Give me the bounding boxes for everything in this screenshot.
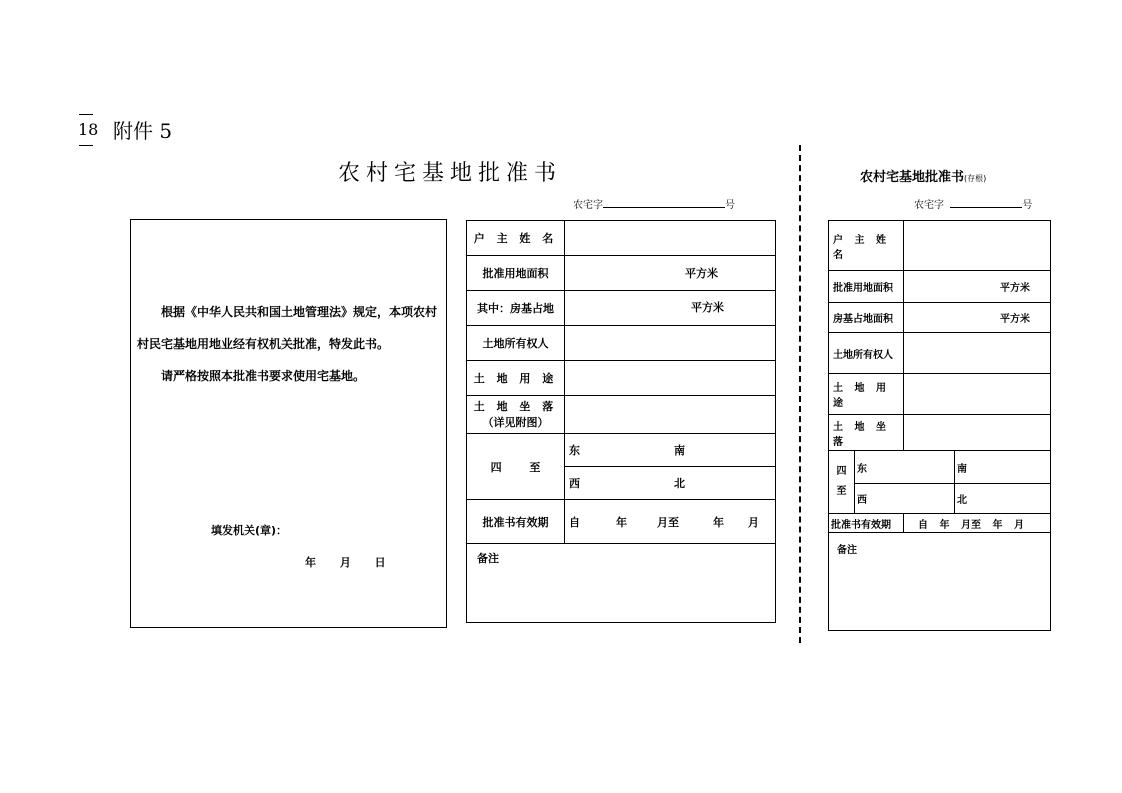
validity-label: 批准书有效期 xyxy=(467,500,565,544)
main-table xyxy=(466,220,776,623)
stub-serial-prefix: 农宅字 xyxy=(914,200,944,211)
serial-blank[interactable] xyxy=(603,207,725,208)
stub-land-location-field[interactable] xyxy=(904,415,1051,451)
land-location-label xyxy=(467,396,565,434)
stub-south-label: 南 xyxy=(957,463,968,475)
house-base-label: 其中：房基占地 xyxy=(467,291,565,326)
validity-from: 自 xyxy=(569,515,580,529)
stub-title-note: (存根) xyxy=(964,174,987,183)
stub-house-base-unit: 平方米 xyxy=(1000,314,1031,325)
house-base-field[interactable] xyxy=(565,291,776,326)
owner-name-field[interactable] xyxy=(565,221,776,256)
remarks-label: 备注 xyxy=(477,552,499,565)
stub-remarks-label: 备注 xyxy=(837,545,857,556)
issuer-label: 填发机关(章)： xyxy=(211,524,288,537)
page-number-text: 18 xyxy=(78,120,99,139)
stub-north-label: 北 xyxy=(957,495,968,506)
attachment-label: 附件 5 xyxy=(113,119,173,143)
main-serial xyxy=(573,196,735,211)
stub-title xyxy=(860,166,986,185)
stub-approved-area-field[interactable] xyxy=(904,271,1051,303)
west-label: 西 xyxy=(569,477,580,490)
stub-east-label: 东 xyxy=(857,463,867,475)
stub-south-field[interactable] xyxy=(955,451,1051,484)
stub-land-location-label: 土 地 坐 落 xyxy=(829,415,904,451)
stub-boundaries-2: 至 xyxy=(836,486,847,497)
validity-month-to: 月至 xyxy=(657,515,679,529)
main-title: 农村宅基地批准书 xyxy=(337,161,562,186)
serial-suffix: 号 xyxy=(725,200,735,211)
validity-year: 年 xyxy=(616,515,627,529)
stub-owner-name-label: 户 主 姓 名 xyxy=(829,221,904,271)
stub-land-use-label: 土 地 用 途 xyxy=(829,374,904,415)
approved-area-field[interactable] xyxy=(565,256,776,291)
validity-field[interactable] xyxy=(565,500,776,544)
stub-owner-name-field[interactable] xyxy=(904,221,1051,271)
validity-month-2: 月 xyxy=(748,515,759,529)
statement-para-2: 请严格按照本批准书要求使用宅基地。 xyxy=(161,369,366,383)
house-base-unit: 平方米 xyxy=(691,301,724,314)
land-use-field[interactable] xyxy=(565,361,776,396)
approved-area-label: 批准用地面积 xyxy=(467,256,565,291)
land-location-note: （详见附图） xyxy=(482,415,549,429)
land-owner-field[interactable] xyxy=(565,326,776,361)
stub-west-label: 西 xyxy=(857,495,867,506)
cut-line xyxy=(799,145,801,643)
east-label: 东 xyxy=(569,444,580,457)
statement-para-1: 根据《中华人民共和国土地管理法》规定，本项农村村民宅基地用地业经有权机关批准，特发此书。 xyxy=(137,305,438,351)
north-label: 北 xyxy=(674,477,685,490)
approved-area-unit: 平方米 xyxy=(685,267,718,280)
stub-title-text: 农村宅基地批准书 xyxy=(860,170,965,185)
stub-approved-area-unit: 平方米 xyxy=(1000,283,1031,294)
page-number xyxy=(78,108,99,152)
owner-name-label: 户 主 姓 名 xyxy=(467,221,565,256)
stub-west-field[interactable] xyxy=(855,484,955,514)
stub-approved-area-label: 批准用地面积 xyxy=(829,271,904,303)
remarks-field[interactable] xyxy=(467,544,776,623)
land-owner-label: 土地所有权人 xyxy=(467,326,565,361)
land-location-field[interactable] xyxy=(565,396,776,434)
stub-table xyxy=(828,220,1051,631)
stub-land-owner-field[interactable] xyxy=(904,333,1051,374)
stub-land-use-field[interactable] xyxy=(904,374,1051,415)
validity-year-2: 年 xyxy=(713,515,724,529)
stub-validity-field[interactable]: 自 年 月至 年 月 xyxy=(904,514,1051,533)
stub-east-field[interactable] xyxy=(855,451,955,484)
statement-box xyxy=(130,219,447,628)
serial-prefix: 农宅字 xyxy=(573,200,603,211)
stub-house-base-label: 房基占地面积 xyxy=(829,303,904,333)
stub-north-field[interactable] xyxy=(955,484,1051,514)
boundaries-label: 四 至 xyxy=(467,434,565,500)
stub-serial xyxy=(914,196,1032,211)
stub-serial-suffix: 号 xyxy=(1022,200,1033,211)
stub-boundaries-label xyxy=(829,451,855,514)
land-use-label: 土 地 用 途 xyxy=(467,361,565,396)
land-location-text: 土 地 坐 落 xyxy=(473,399,558,413)
stub-house-base-field[interactable] xyxy=(904,303,1051,333)
stub-serial-blank[interactable] xyxy=(950,207,1022,208)
stub-land-owner-label: 土地所有权人 xyxy=(829,333,904,374)
south-label: 南 xyxy=(674,444,685,457)
boundary-west-north[interactable] xyxy=(565,467,776,500)
boundary-east-south[interactable] xyxy=(565,434,776,467)
issue-date: 年 月 日 xyxy=(305,556,386,569)
stub-boundaries-1: 四 xyxy=(836,466,847,477)
stub-validity-label: 批准书有效期 xyxy=(829,514,904,533)
stub-remarks-field[interactable] xyxy=(829,533,1051,631)
